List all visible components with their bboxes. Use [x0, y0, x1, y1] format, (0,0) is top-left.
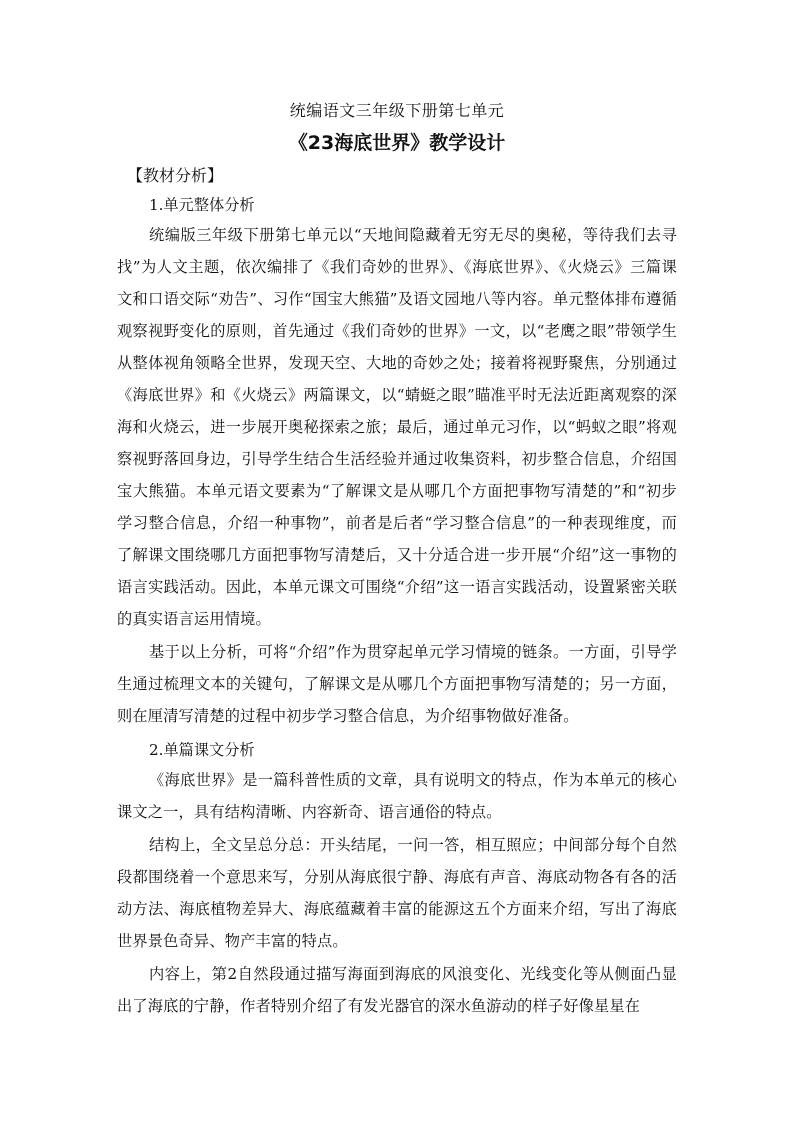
sub-heading-unit-analysis: 1.单元整体分析: [149, 196, 255, 214]
paragraph-structure: 结构上，全文呈总分总：开头结尾，一问一答，相互照应；中间部分每个自然段都围绕着一个意思来写，分别从海底很宁静、海底有声音、海底动物各有各的活动方法、海底植物差异大、海底蕴藏着丰富的能源这五个方面来介绍，写出了海底世界景色奇异、物产丰富的特点。: [117, 836, 677, 950]
sub-heading-text-analysis: 2.单篇课文分析: [149, 741, 255, 759]
document-body: [117, 100, 677, 1022]
paragraph-analysis-summary: 基于以上分析，可将“介绍”作为贯穿起单元学习情境的链条。一方面，引导学生通过梳理文本的关键句，了解课文是从哪几个方面把事物写清楚的；另一方面，则在厘清写清楚的过程中初步学习整合信息，为介绍事物做好准备。: [117, 643, 677, 725]
page-title: 《23海底世界》教学设计: [288, 132, 506, 154]
paragraph-unit-overview: 统编版三年级下册第七单元以“天地间隐藏着无穷无尽的奥秘，等待我们去寻找”为人文主题，依次编排了《我们奇妙的世界》、《海底世界》、《火烧云》三篇课文和口语交际“劝告”、习作“国宝大熊猫”及语文园地八等内容。单元整体排布遵循观察视野变化的原则，首先通过《我们奇妙的世界》一文，以“老鹰之眼”带领学生从整体视角领略全世界，发现天空、大地的奇妙之处；接着将视野聚焦，分别通过《海底世界》和《火烧云》两篇课文，以“蜻蜓之眼”瞄准平时无法近距离观察的深海和火烧云，进一步展开奥秘探索之旅；最后，通过单元习作，以“蚂蚁之眼”将观察视野落回身边，引导学生结合生活经验并通过收集资料，初步整合信息，介绍国宝大熊猫。本单元语文要素为“了解课文是从哪几个方面把事物写清楚的”和“初步学习整合信息，介绍一种事物”，前者是后者“学习整合信息”的一种表现维度，而了解课文围绕哪几方面把事物写清楚后，又十分适合进一步开展“介绍”这一事物的语言实践活动。因此，本单元课文可围绕“介绍”这一语言实践活动，设置紧密关联的真实语言运用情境。: [117, 226, 677, 628]
unit-header: 统编语文三年级下册第七单元: [289, 101, 505, 120]
paragraph-text-overview: 《海底世界》是一篇科普性质的文章，具有说明文的特点，作为本单元的核心课文之一，具有结构清晰、内容新奇、语言通俗的特点。: [117, 771, 677, 821]
paragraph-content: 内容上，第2自然段通过描写海面到海底的风浪变化、光线变化等从侧面凸显出了海底的宁静，作者特别介绍了有发光器官的深水鱼游动的样子好像星星在: [117, 965, 677, 1015]
section-label-textbook-analysis: 【教材分析】: [127, 166, 224, 185]
